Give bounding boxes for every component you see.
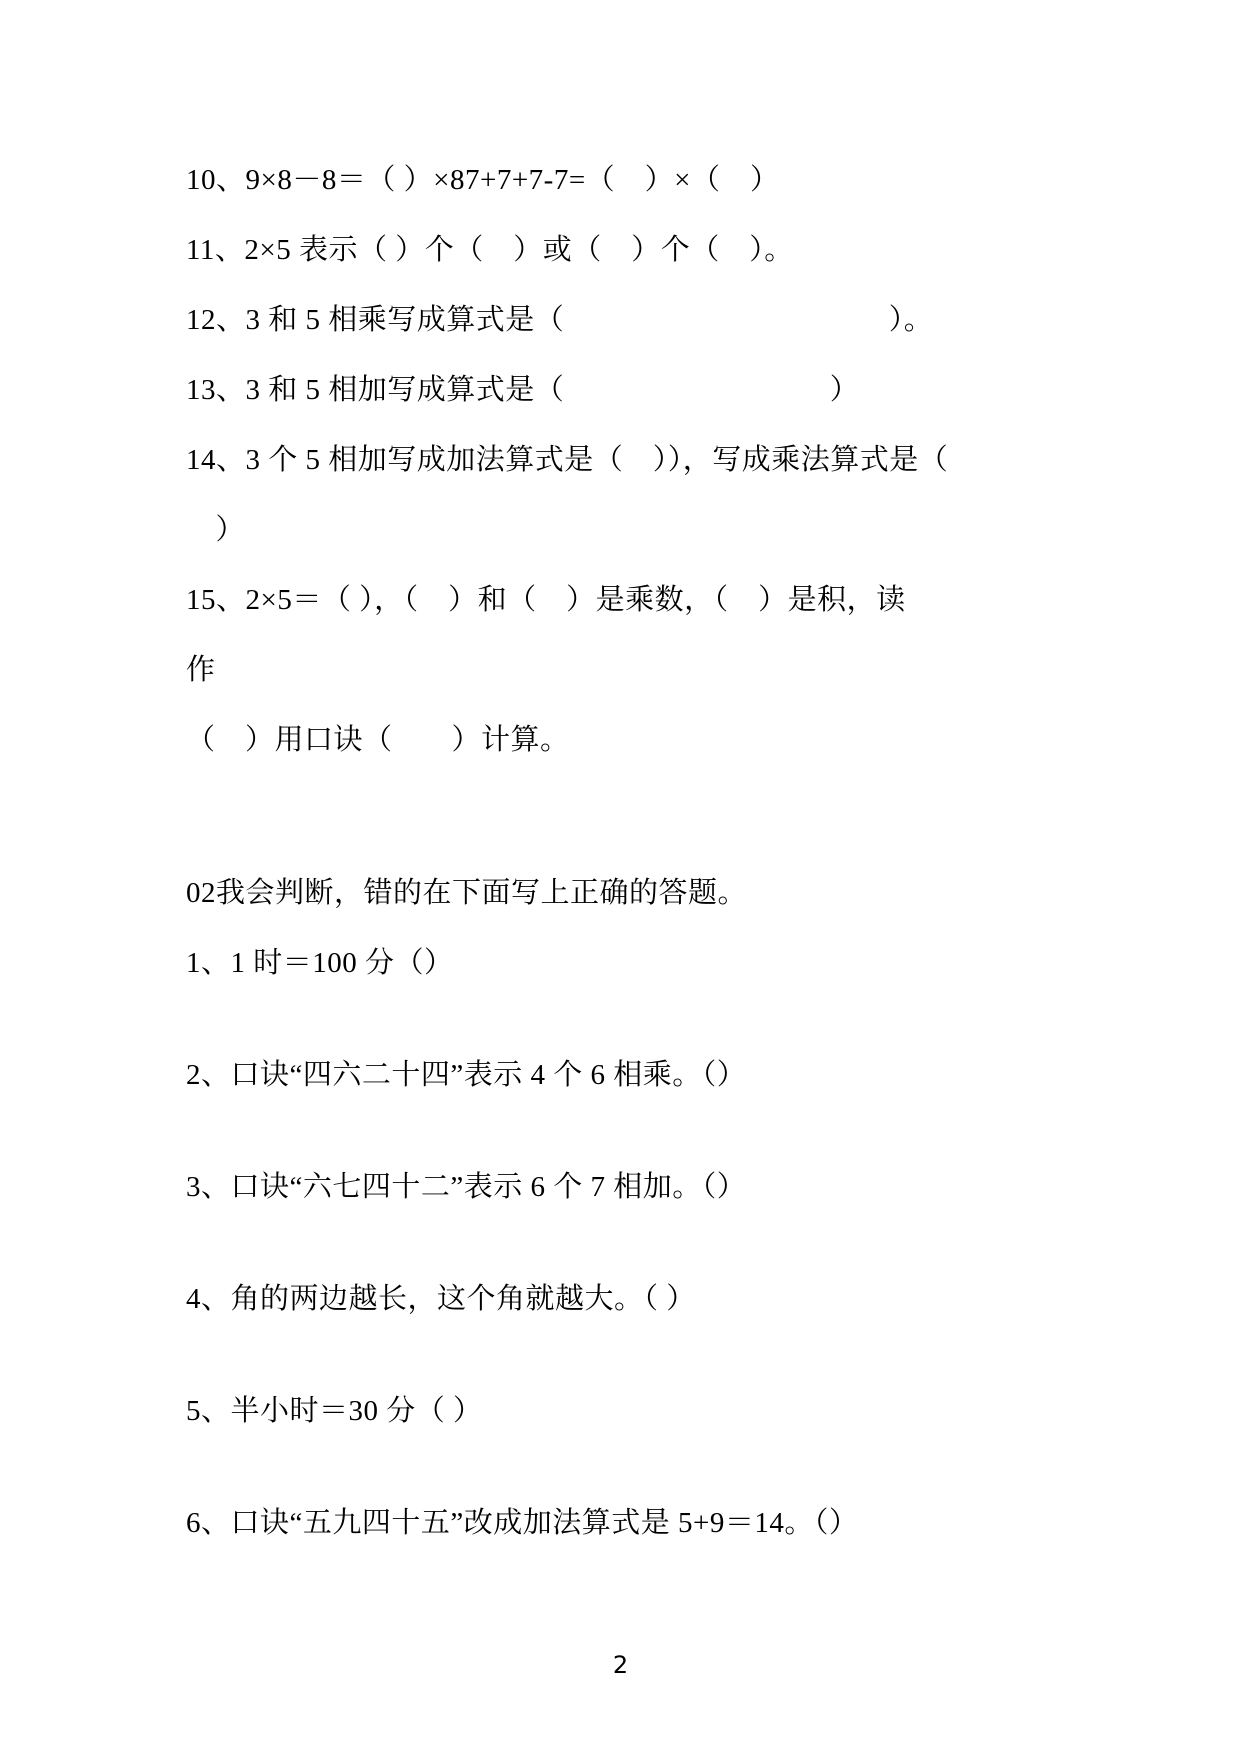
question-line: 4、角的两边越长，这个角就越大。（ ）: [186, 1283, 696, 1315]
page-number: 2: [612, 1651, 629, 1679]
question-5: [186, 1376, 1211, 1446]
question-line: 5、半小时＝30 分（ ）: [186, 1395, 483, 1427]
question-line: 3、口诀“六七四十二”表示 6 个 7 相加。（）: [186, 1171, 747, 1203]
question-4: [186, 1264, 1211, 1334]
question-line: 10、9×8－8＝（ ）×87+7+7-7=（ ）×（ ）: [186, 164, 780, 196]
question-line: 14、3 个 5 相加写成加法算式是（ ）），写成乘法算式是（: [186, 444, 949, 476]
question-line: 15、2×5＝（ ），（ ）和（ ）是乘数，（ ）是积，读: [186, 584, 906, 616]
question-13: [186, 355, 1211, 425]
question-2: [186, 1040, 1211, 1110]
question-3: [186, 1152, 1211, 1222]
question-line: 11、2×5 表示（ ）个（ ）或（ ）个（ ）。: [186, 234, 794, 266]
section-2-heading: 02我会判断，错的在下面写上正确的答题。: [186, 877, 748, 909]
question-line: ）: [186, 514, 246, 546]
question-line: 1、1 时＝100 分（）: [186, 947, 454, 979]
question-11: [186, 215, 1211, 285]
question-10: [186, 145, 1211, 215]
question-12: [186, 285, 1211, 355]
question-line: 2、口诀“四六二十四”表示 4 个 6 相乘。（）: [186, 1059, 747, 1091]
question-14: [186, 425, 1211, 565]
question-line: 作: [186, 654, 216, 686]
question-line: 13、3 和 5 相加写成算式是（ ）: [186, 374, 860, 406]
question-line: 6、口诀“五九四十五”改成加法算式是 5+9＝14。（）: [186, 1507, 859, 1539]
true-false-section: [186, 928, 1211, 1558]
question-6: [186, 1488, 1211, 1558]
question-line: 12、3 和 5 相乘写成算式是（ ）。: [186, 304, 934, 336]
question-line: （ ）用口诀（ ）计算。: [186, 724, 570, 756]
fill-in-blanks-section: [186, 145, 1211, 775]
question-1: [186, 928, 1211, 998]
question-15: [186, 565, 1211, 775]
